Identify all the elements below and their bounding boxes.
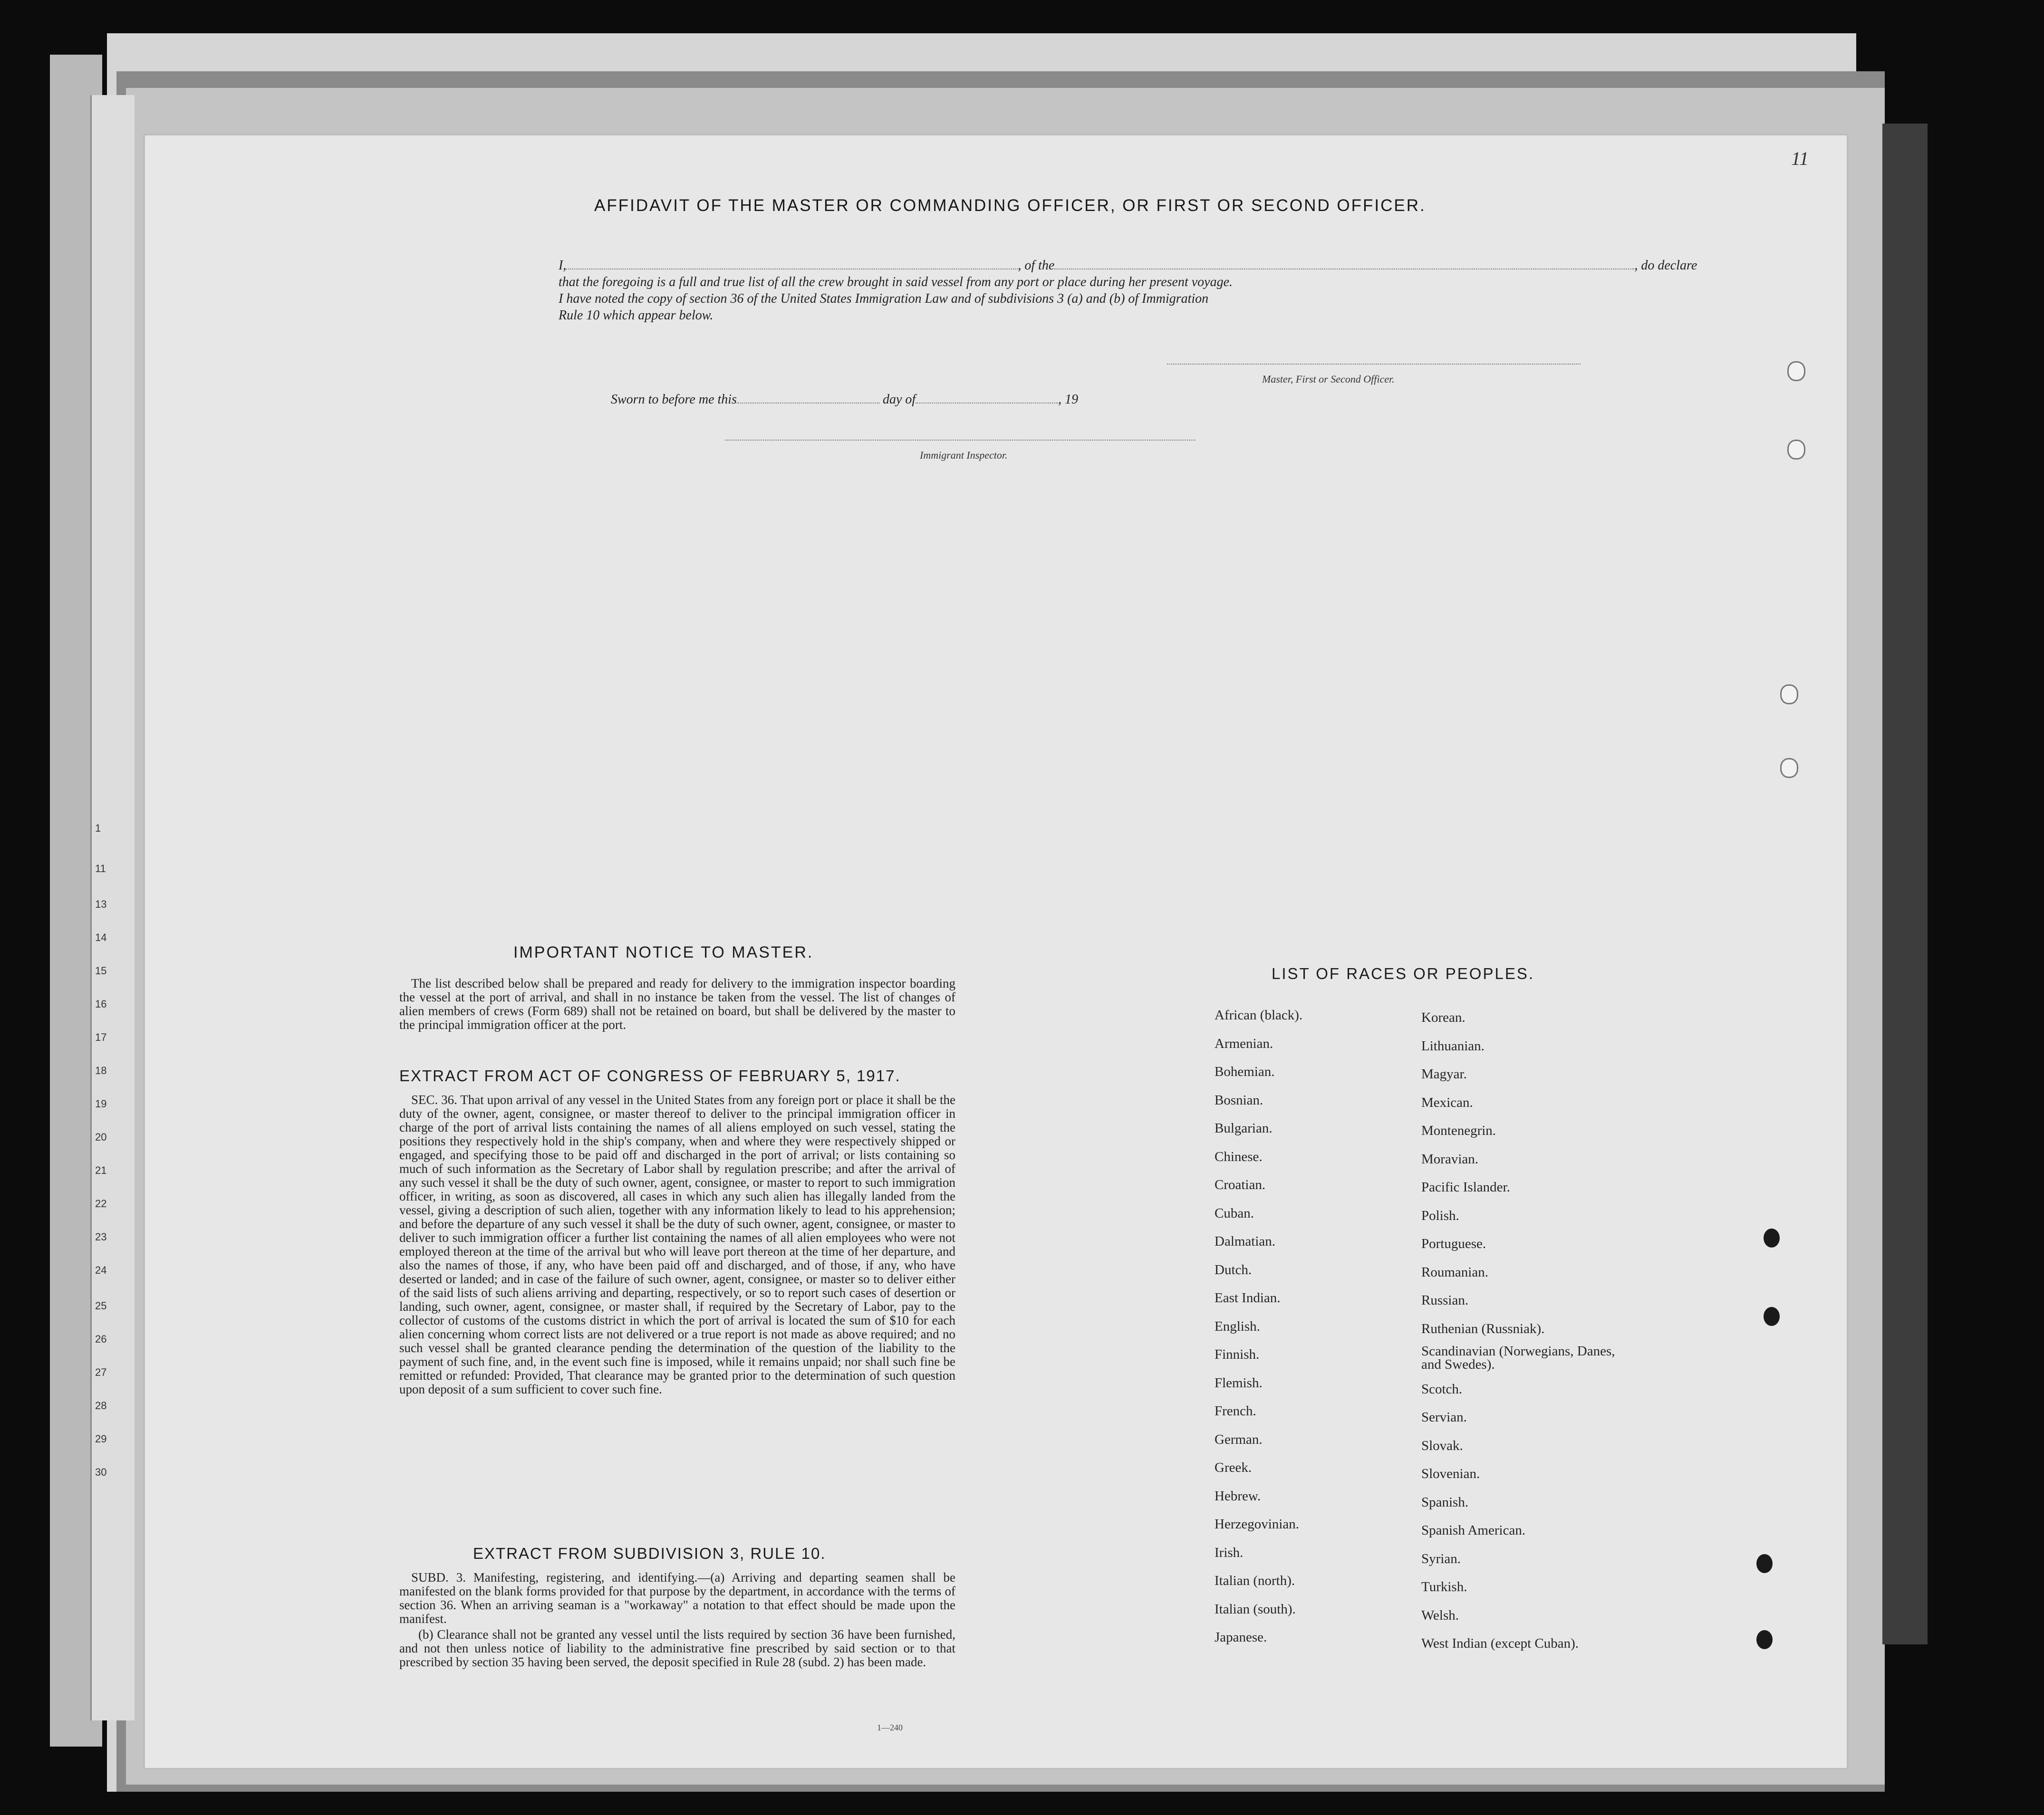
margin-number: 21 — [95, 1164, 107, 1176]
extract-rule-title: EXTRACT FROM SUBDIVISION 3, RULE 10. — [473, 1545, 826, 1562]
race-item: Pacific Islander. — [1421, 1180, 1510, 1195]
sworn-line — [611, 392, 1078, 407]
extract-rule-text-b: (b) Clearance shall not be granted any vessel until the lists required by section 36 have been furnished, and not then unless notice of liability to the administrative fine prescribed by said section or to that prescribed by section 35 having been served, the deposit specified in Rule 28 (subd. 2) has been made. — [399, 1627, 955, 1669]
margin-number: 19 — [95, 1098, 107, 1110]
margin-number: 27 — [95, 1366, 107, 1378]
margin-number: 22 — [95, 1198, 107, 1210]
race-item: Portuguese. — [1421, 1236, 1486, 1251]
race-item: Armenian. — [1215, 1036, 1273, 1051]
margin-number: 25 — [95, 1300, 107, 1312]
race-item: Cuban. — [1215, 1205, 1254, 1221]
binder-hole-dark — [1764, 1229, 1780, 1248]
race-item: Slovak. — [1421, 1438, 1463, 1453]
race-item: Korean. — [1421, 1010, 1466, 1025]
notice-title: IMPORTANT NOTICE TO MASTER. — [513, 943, 814, 961]
affidavit-declare-label: , do declare — [1634, 258, 1697, 273]
race-item: Moravian. — [1421, 1151, 1478, 1167]
margin-number: 28 — [95, 1400, 107, 1412]
race-item: Hebrew. — [1215, 1488, 1261, 1504]
margin-number: 26 — [95, 1333, 107, 1345]
extract-rule-text-a: SUBD. 3. Manifesting, registering, and identifying.—(a) Arriving and departing seamen shall be manifested on the blank forms provided for that purpose by the department, in accordance with the terms of section 36. When an arriving seaman is a "workaway" a notation to that effect should be made upon the manifest. — [399, 1570, 955, 1626]
binder-hole — [1780, 684, 1798, 704]
race-item: African (black). — [1215, 1008, 1303, 1023]
race-item: Bulgarian. — [1215, 1121, 1273, 1136]
signature-label: Master, First or Second Officer. — [1262, 373, 1395, 385]
race-item: Spanish. — [1421, 1494, 1469, 1510]
race-item: Ruthenian (Russniak). — [1421, 1321, 1545, 1336]
right-edge-sheet — [1882, 124, 1928, 1644]
race-item: Russian. — [1421, 1293, 1469, 1308]
race-item: Dutch. — [1215, 1262, 1252, 1277]
margin-number: 15 — [95, 965, 107, 977]
races-title: LIST OF RACES OR PEOPLES. — [1272, 965, 1535, 982]
race-item: Croatian. — [1215, 1177, 1266, 1192]
margin-number: 29 — [95, 1433, 107, 1445]
race-item: Italian (south). — [1215, 1601, 1296, 1617]
margin-number: 16 — [95, 998, 107, 1010]
affidavit-line-2: that the foregoing is a full and true list of all the crew brought in said vessel from any port or place during her present voyage. — [559, 275, 1233, 289]
affidavit-line-1 — [559, 258, 1697, 273]
race-item: Japanese. — [1215, 1630, 1267, 1645]
binder-hole-dark — [1764, 1307, 1780, 1326]
race-item: Slovenian. — [1421, 1466, 1480, 1481]
race-item: West Indian (except Cuban). — [1421, 1636, 1579, 1651]
extract-act-text: SEC. 36. That upon arrival of any vessel in the United States from any foreign port or place it shall be the duty of the owner, agent, consignee, or master thereof to deliver to the principal immigration officer in charge of the port of arrival lists containing the names of all aliens employed on such vessel, stating the positions they respectively hold in the ship's company, when and where they were respectively shipped or engaged, and specifying those to be paid off and discharged in the port of arrival; or lists containing so much of such information as the Secretary of Labor shall by regulation prescribe; and after the arrival of any such vessel it shall be the duty of such owner, agent, consignee, or master to report to such immigration officer, in writing, as soon as discovered, all cases in which any such alien has illegally landed from the vessel, giving a description of such alien, together with any information likely to lead to his apprehension; and before the departure of any such vessel it shall be the duty of such owner, agent, consignee, or master to deliver to such immigration officer a further list containing the names of all alien employees who were not employed thereon at the time of the arrival but who will leave port thereon at the time of her departure, and also the names of those, if any, who have been paid off and discharged, and of those, if any, who have deserted or landed; and in case of the failure of such owner, agent, consignee, or master so to deliver either of the said lists of such aliens arriving and departing, respectively, or so to report such cases of desertion or landing, such owner, agent, consignee, or master shall, if required by the Secretary of Labor, pay to the collector of customs of the customs district in which the port of arrival is located the sum of $10 for each alien concerning whom correct lists are not delivered or a true report is not made as above required; and no such vessel shall be granted clearance pending the determination of the question of the liability to the payment of such fine, and, in the event such fine is imposed, while it remains unpaid; nor shall such fine be remitted or refunded: Provided, That clearance may be granted prior to the determination of such question upon deposit of a sum sufficient to cover such fine. — [399, 1093, 955, 1396]
margin-number: 20 — [95, 1131, 107, 1143]
race-item: Spanish American. — [1421, 1523, 1526, 1538]
race-item: English. — [1215, 1318, 1260, 1334]
race-item: Chinese. — [1215, 1149, 1263, 1164]
race-item: Magyar. — [1421, 1066, 1467, 1082]
affidavit-line-4: Rule 10 which appear below. — [559, 308, 713, 323]
race-item: Mexican. — [1421, 1095, 1473, 1110]
race-item: German. — [1215, 1431, 1263, 1447]
race-item: Servian. — [1421, 1410, 1467, 1425]
binder-hole-dark — [1756, 1554, 1773, 1573]
race-item: Roumanian. — [1421, 1264, 1488, 1280]
race-item: Turkish. — [1421, 1579, 1467, 1594]
race-item: Greek. — [1215, 1460, 1252, 1475]
race-item: Welsh. — [1421, 1607, 1459, 1623]
inspector-blank — [725, 440, 1196, 441]
binder-hole-dark — [1756, 1630, 1773, 1649]
binder-hole — [1787, 440, 1805, 460]
inspector-label: Immigrant Inspector. — [920, 449, 1008, 461]
signature-blank — [1167, 364, 1581, 365]
race-item: Bosnian. — [1215, 1092, 1263, 1108]
margin-number: 18 — [95, 1065, 107, 1076]
page-number: 11 — [1791, 148, 1809, 169]
affidavit-title: AFFIDAVIT OF THE MASTER OR COMMANDING OFFICER, OR FIRST OR SECOND OFFICER. — [594, 196, 1426, 215]
race-item: Flemish. — [1215, 1375, 1263, 1391]
notice-text: The list described below shall be prepared and ready for delivery to the immigration inspector boarding the vessel at the port of arrival, and shall in no instance be taken from the vessel. The list of changes of alien members of crews (Form 689) shall not be retained on board, but shall be delivered by the master to the principal immigration officer at the port. — [399, 976, 955, 1032]
affidavit-of-the-label: , of the — [1018, 258, 1055, 273]
race-item: Bohemian. — [1215, 1064, 1275, 1079]
race-item: Italian (north). — [1215, 1573, 1295, 1588]
race-item: Scandinavian (Norwegians, Danes, and Swedes). — [1421, 1344, 1615, 1372]
race-item: Montenegrin. — [1421, 1123, 1496, 1138]
race-item: Herzegovinian. — [1215, 1517, 1299, 1532]
binder-hole — [1787, 361, 1805, 381]
sworn-label: Sworn to before me this — [611, 392, 737, 407]
race-item: East Indian. — [1215, 1290, 1281, 1306]
margin-number: 24 — [95, 1264, 107, 1276]
margin-number: 17 — [95, 1031, 107, 1043]
margin-number: 30 — [95, 1466, 107, 1478]
binder-hole — [1780, 758, 1798, 778]
affidavit-i-label: I, — [559, 258, 567, 273]
form-number: 1—240 — [877, 1723, 903, 1732]
margin-number: 23 — [95, 1231, 107, 1243]
race-item: French. — [1215, 1403, 1256, 1419]
race-item: Dalmatian. — [1215, 1234, 1276, 1249]
margin-number: 14 — [95, 932, 107, 943]
day-of-label: day of — [882, 392, 916, 407]
extract-act-title: EXTRACT FROM ACT OF CONGRESS OF FEBRUARY 5, 1917. — [399, 1067, 901, 1085]
race-item: Irish. — [1215, 1545, 1244, 1560]
race-item: Polish. — [1421, 1208, 1459, 1223]
affidavit-line-3: I have noted the copy of section 36 of the United States Immigration Law and of subdivisions 3 (a) and (b) of Immigration — [559, 291, 1209, 306]
race-item: Finnish. — [1215, 1347, 1260, 1362]
year-label: , 19 — [1058, 392, 1079, 407]
margin-number: 11 — [95, 863, 106, 874]
margin-number: 1 — [95, 822, 101, 834]
race-item: Scotch. — [1421, 1381, 1463, 1397]
manifest-page — [145, 135, 1847, 1768]
race-item: Lithuanian. — [1421, 1038, 1485, 1054]
race-item: Syrian. — [1421, 1551, 1461, 1566]
margin-number: 13 — [95, 898, 107, 910]
